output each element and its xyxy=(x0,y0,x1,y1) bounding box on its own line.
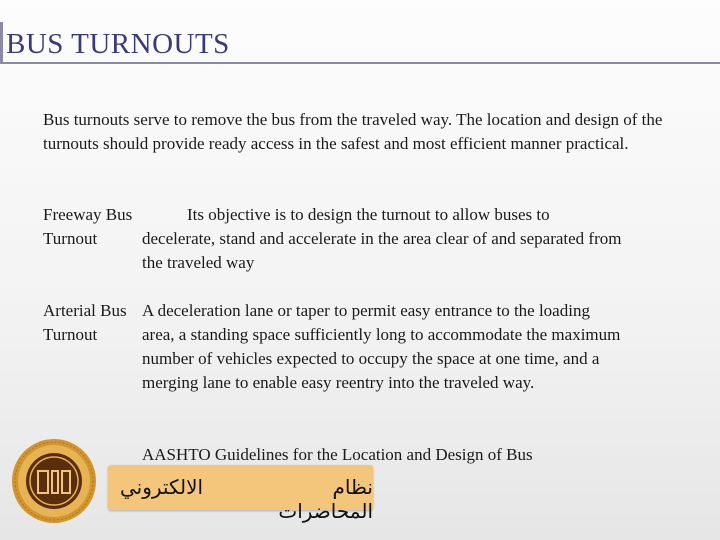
title-bar xyxy=(0,22,720,64)
intro-paragraph: Bus turnouts serve to remove the bus from the traveled way. The location and design of the turnouts should provide ready access in the safest and most efficient manner practical. xyxy=(43,110,663,153)
banner-text-lectures-system: نظام المحاضرات xyxy=(278,475,373,523)
definition-term: Freeway Bus Turnout xyxy=(43,205,133,248)
reference-text: AASHTO Guidelines for the Location and Design of Bus xyxy=(142,445,533,464)
slide-title: BUS TURNOUTS xyxy=(6,28,230,60)
seal-icon xyxy=(10,437,98,525)
title-left-rule xyxy=(0,22,3,64)
definition-description: Its objective is to design the turnout to allow buses to decelerate, stand and accelerate in the area clear of and separated from the traveled way xyxy=(142,205,622,272)
title-underline xyxy=(0,62,720,64)
definition-description: A deceleration lane or taper to permit easy entrance to the loading area, a standing space sufficiently long to accommodate the maximum number of vehicles expected to occupy the space at one time, and a merging lane to enable easy reentry into the traveled way. xyxy=(142,301,621,392)
definition-term: Arterial Bus Turnout xyxy=(43,301,127,344)
footer-banner xyxy=(108,465,373,523)
banner-text-electronic: الالكتروني xyxy=(120,475,204,499)
university-seal-logo xyxy=(10,437,98,525)
